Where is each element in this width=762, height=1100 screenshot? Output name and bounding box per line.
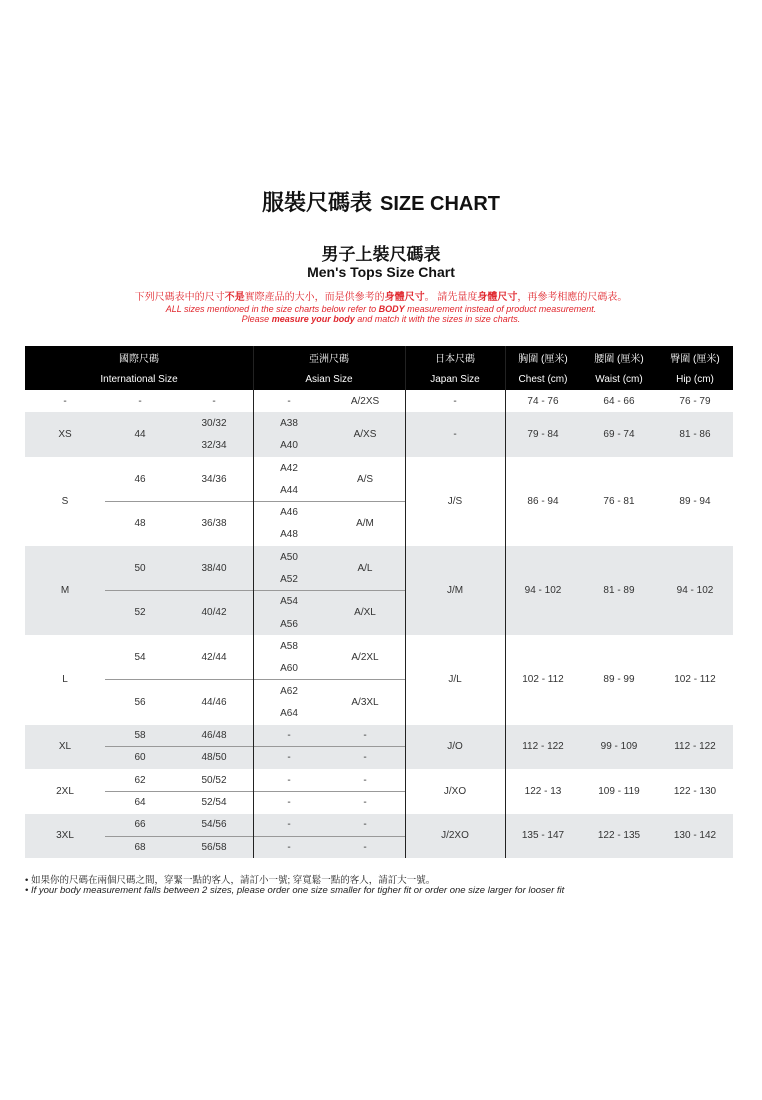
- eu-size-cell: 30/32: [201, 417, 227, 429]
- hip-cell: 102 - 112: [674, 674, 716, 686]
- column-divider: [253, 346, 254, 858]
- asian-code-cell: -: [287, 819, 291, 831]
- asian-code-cell: A38: [280, 417, 298, 429]
- hip-cell: 130 - 142: [673, 830, 717, 842]
- header-asian-en: Asian Size: [305, 373, 353, 385]
- asian-code-cell: A52: [280, 574, 298, 586]
- asian-code-cell: A60: [280, 663, 298, 675]
- asian-code-cell: A56: [280, 618, 298, 630]
- waist-cell: 76 - 81: [603, 495, 635, 507]
- asian-code-cell: A54: [280, 596, 298, 608]
- chest-cell: 79 - 84: [527, 429, 559, 441]
- size-cell: 2XL: [56, 785, 74, 797]
- eu-size-cell: 52/54: [201, 797, 227, 809]
- header-chest-zh: 胸圍 (厘米): [518, 353, 568, 365]
- japan-size-cell: J/O: [447, 741, 463, 753]
- asian-size-cell: A/XS: [353, 429, 377, 441]
- hip-cell: 89 - 94: [679, 495, 711, 507]
- asian-code-cell: A58: [280, 640, 298, 652]
- size-cell: XL: [58, 741, 72, 753]
- eu-size-cell: 50/52: [201, 774, 227, 786]
- intl-number-cell: 62: [134, 774, 146, 786]
- japan-size-cell: J/L: [448, 674, 462, 686]
- asian-size-cell: -: [363, 819, 367, 831]
- header-hip-en: Hip (cm): [676, 373, 714, 385]
- asian-code-cell: A48: [280, 529, 298, 541]
- asian-code-cell: A40: [280, 440, 298, 452]
- japan-size-cell: -: [453, 395, 457, 407]
- chest-cell: 86 - 94: [527, 495, 559, 507]
- eu-size-cell: 36/38: [201, 518, 227, 530]
- header-intl-zh: 國際尺碼: [119, 353, 159, 365]
- eu-size-cell: -: [212, 395, 216, 407]
- eu-size-cell: 42/44: [201, 652, 227, 664]
- asian-size-cell: A/3XL: [351, 696, 379, 708]
- asian-size-cell: -: [363, 841, 367, 853]
- eu-size-cell: 40/42: [201, 607, 227, 619]
- asian-code-cell: -: [287, 797, 291, 809]
- asian-code-cell: A50: [280, 551, 298, 563]
- japan-size-cell: J/XO: [443, 785, 467, 797]
- title-en: SIZE CHART: [380, 193, 500, 215]
- size-chart-table: [25, 346, 733, 858]
- column-divider: [405, 346, 406, 858]
- waist-cell: 64 - 66: [603, 395, 635, 407]
- footnote-zh: • 如果你的尺碼在兩個尺碼之間，穿緊一點的客人，請訂小一號; 穿寬鬆一點的客人，請訂大一號。: [25, 875, 436, 886]
- intl-number-cell: 58: [134, 730, 146, 742]
- asian-size-cell: -: [363, 752, 367, 764]
- intl-number-cell: 66: [134, 819, 146, 831]
- waist-cell: 89 - 99: [603, 674, 635, 686]
- japan-size-cell: J/M: [446, 585, 464, 597]
- eu-size-cell: 54/56: [201, 819, 227, 831]
- asian-size-cell: -: [363, 774, 367, 786]
- subtitle-zh: 男子上裝尺碼表: [321, 245, 441, 264]
- intl-number-cell: 68: [134, 841, 146, 853]
- asian-size-cell: -: [363, 797, 367, 809]
- chest-cell: 94 - 102: [524, 585, 562, 597]
- asian-size-cell: A/2XL: [351, 652, 379, 664]
- footnote-en: • If your body measurement falls between 2 sizes, please order one size smaller for tigher fit or order one size larger for looser fit: [25, 885, 565, 896]
- asian-size-cell: A/2XS: [350, 395, 380, 407]
- chest-cell: 102 - 112: [522, 674, 564, 686]
- intl-number-cell: 60: [134, 752, 146, 764]
- title-zh: 服裝尺碼表: [261, 190, 372, 215]
- intl-number-cell: 56: [134, 696, 146, 708]
- eu-size-cell: 38/40: [201, 562, 227, 574]
- intl-number-cell: 50: [134, 562, 146, 574]
- asian-size-cell: A/L: [357, 562, 373, 574]
- waist-cell: 109 - 119: [598, 785, 640, 797]
- asian-size-cell: -: [363, 730, 367, 742]
- subtitle-en: Men's Tops Size Chart: [307, 264, 455, 280]
- asian-code-cell: A46: [280, 507, 298, 519]
- header-japan-en: Japan Size: [430, 373, 480, 385]
- eu-size-cell: 46/48: [201, 730, 227, 742]
- asian-code-cell: -: [287, 752, 291, 764]
- asian-size-cell: A/XL: [354, 607, 376, 619]
- intl-number-cell: 64: [134, 797, 146, 809]
- asian-size-cell: A/S: [356, 473, 374, 485]
- note-en-line2: Please measure your body and match it with the sizes in size charts.: [241, 314, 521, 324]
- asian-code-cell: -: [287, 841, 291, 853]
- size-cell: -: [63, 395, 67, 407]
- asian-code-cell: -: [287, 395, 291, 407]
- size-cell: S: [61, 495, 69, 507]
- eu-size-cell: 48/50: [201, 752, 227, 764]
- note-en-line1: ALL sizes mentioned in the size charts below refer to BODY measurement instead of product measurement.: [165, 304, 597, 314]
- waist-cell: 69 - 74: [603, 429, 635, 441]
- hip-cell: 112 - 122: [674, 741, 716, 753]
- intl-number-cell: 48: [134, 518, 146, 530]
- intl-number-cell: 44: [134, 429, 146, 441]
- waist-cell: 122 - 135: [597, 830, 641, 842]
- hip-cell: 94 - 102: [676, 585, 714, 597]
- intl-number-cell: 46: [134, 473, 146, 485]
- size-cell: XS: [58, 429, 72, 441]
- waist-cell: 99 - 109: [600, 741, 638, 753]
- header-waist-en: Waist (cm): [595, 373, 643, 385]
- column-divider: [505, 346, 506, 858]
- hip-cell: 76 - 79: [679, 395, 711, 407]
- header-chest-en: Chest (cm): [518, 373, 568, 385]
- size-cell: 3XL: [56, 830, 74, 842]
- size-cell: L: [62, 674, 68, 686]
- chest-cell: 74 - 76: [527, 395, 559, 407]
- size-cell: M: [60, 585, 70, 597]
- hip-cell: 81 - 86: [679, 429, 711, 441]
- header-hip-zh: 臀圍 (厘米): [670, 353, 720, 365]
- asian-code-cell: A42: [280, 462, 298, 474]
- asian-size-cell: A/M: [356, 518, 374, 530]
- header-japan-zh: 日本尺碼: [435, 353, 475, 365]
- header-waist-zh: 腰圍 (厘米): [594, 353, 644, 365]
- asian-code-cell: -: [287, 774, 291, 786]
- asian-code-cell: -: [287, 730, 291, 742]
- asian-code-cell: A62: [280, 685, 298, 697]
- header-intl-en: International Size: [100, 373, 178, 385]
- japan-size-cell: J/2XO: [441, 830, 469, 842]
- eu-size-cell: 34/36: [201, 473, 227, 485]
- japan-size-cell: -: [453, 429, 457, 441]
- eu-size-cell: 44/46: [201, 696, 227, 708]
- japan-size-cell: J/S: [447, 495, 463, 507]
- intl-number-cell: 54: [134, 652, 146, 664]
- asian-code-cell: A44: [280, 484, 298, 496]
- chest-cell: 112 - 122: [522, 741, 564, 753]
- header-asian-zh: 亞洲尺碼: [309, 353, 349, 365]
- hip-cell: 122 - 130: [673, 785, 717, 797]
- eu-size-cell: 32/34: [201, 440, 227, 452]
- page-title: [0, 186, 762, 217]
- note-zh: 下列尺碼表中的尺寸不是實際產品的大小，而是供參考的身體尺寸。 請先量度身體尺寸，再參考相應的尺碼表。: [134, 292, 628, 303]
- intl-number-cell: -: [138, 395, 142, 407]
- intl-number-cell: 52: [134, 607, 146, 619]
- eu-size-cell: 56/58: [201, 841, 227, 853]
- chest-cell: 122 - 13: [524, 785, 562, 797]
- chest-cell: 135 - 147: [521, 830, 565, 842]
- waist-cell: 81 - 89: [603, 585, 635, 597]
- asian-code-cell: A64: [280, 707, 298, 719]
